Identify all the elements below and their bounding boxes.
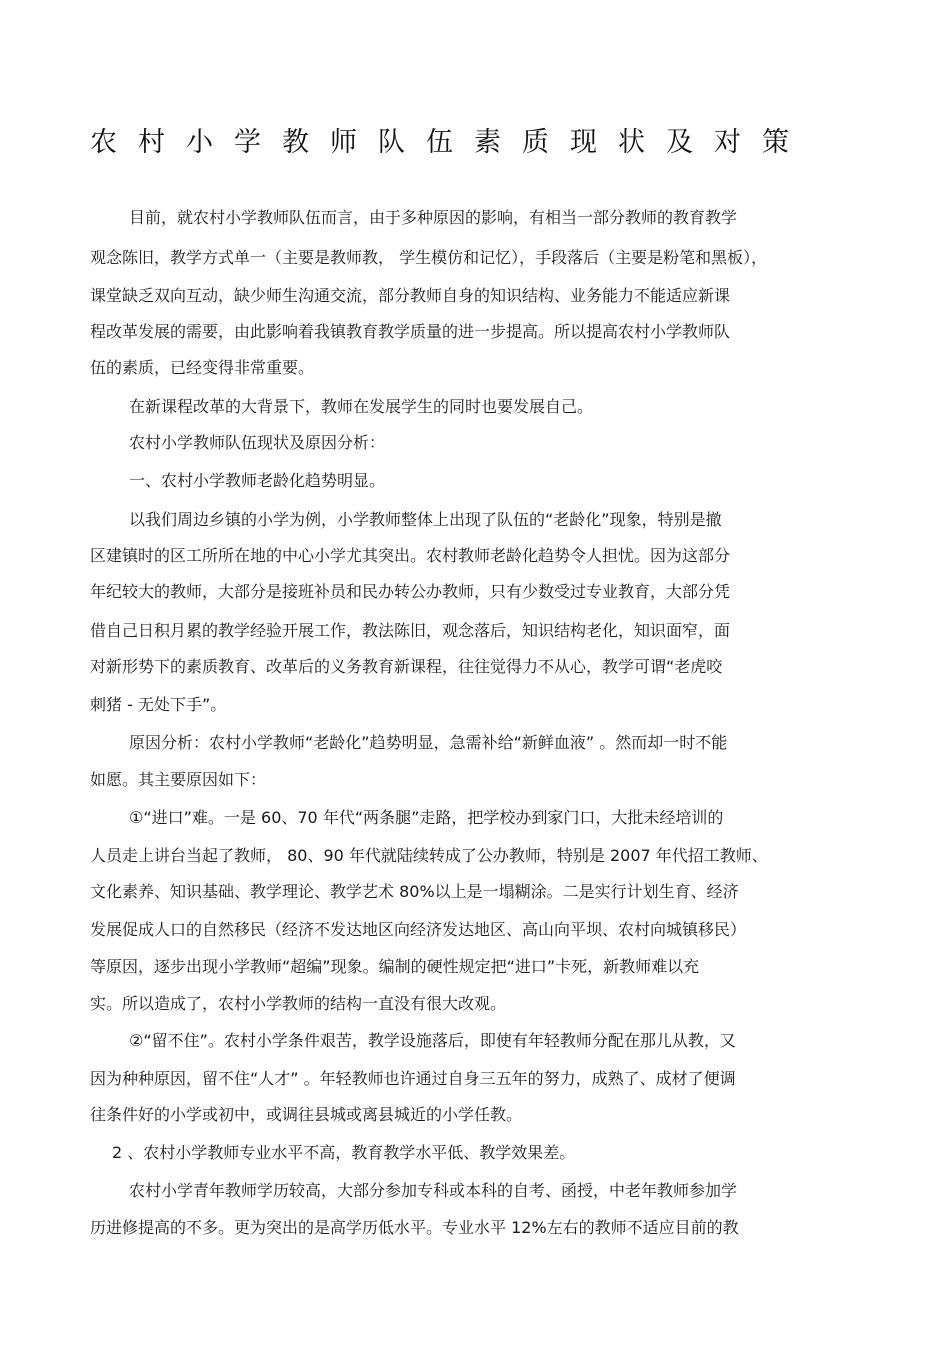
paragraph-line: 如愿。其主要原因如下： <box>90 770 267 789</box>
paragraph-line: 发展促成人口的自然移民（经济不发达地区向经济发达地区、高山向平坝、农村向城镇移民） <box>90 920 747 939</box>
paragraph-line: 区建镇时的区工所所在地的中心小学尤其突出。农村教师老龄化趋势令人担忧。因为这部分 <box>90 546 731 565</box>
paragraph-line: 目前，就农村小学教师队伍而言，由于多种原因的影响，有相当一部分教师的教育教学 <box>129 208 738 227</box>
paragraph-line: 往条件好的小学或初中，或调往县城或离县城近的小学任教。 <box>90 1105 523 1124</box>
section-heading: 2 、农村小学教师专业水平不高，教育教学水平低、教学效果差。 <box>112 1143 576 1162</box>
paragraph-line: 课堂缺乏双向互动，缺少师生沟通交流，部分教师自身的知识结构、业务能力不能适应新课 <box>90 286 731 305</box>
paragraph-line: 伍的素质，已经变得非常重要。 <box>90 358 315 377</box>
paragraph-line: 对新形势下的素质教育、改革后的义务教育新课程，往往觉得力不从心，教学可谓“老虎咬 <box>90 657 723 676</box>
paragraph-line: ②“留不住”。农村小学条件艰苦，教学设施落后，即使有年轻教师分配在那儿从教，又 <box>129 1031 736 1050</box>
paragraph-line: 人员走上讲台当起了教师， 80、90 年代就陆续转成了公办教师，特别是 2007 年代招工教师、 <box>90 846 768 865</box>
paragraph-line: 以我们周边乡镇的小学为例，小学教师整体上出现了队伍的“老龄化”现象，特别是撤 <box>129 510 722 529</box>
paragraph-line: 借自己日积月累的教学经验开展工作，教法陈旧，观念落后，知识结构老化，知识面窄，面 <box>90 621 731 640</box>
paragraph-line: 年纪较大的教师，大部分是接班补员和民办转公办教师，只有少数受过专业教育，大部分凭 <box>90 582 731 601</box>
section-heading: 一、农村小学教师老龄化趋势明显。 <box>129 471 386 490</box>
paragraph-line: 等原因，逐步出现小学教师“超编”现象。编制的硬性规定把“进口”卡死，新教师难以充 <box>90 957 700 976</box>
paragraph-line: 在新课程改革的大背景下，教师在发展学生的同时也要发展自己。 <box>129 397 594 416</box>
paragraph-line: 程改革发展的需要，由此影响着我镇教育教学质量的进一步提高。所以提高农村小学教师队 <box>90 322 731 341</box>
paragraph-line: 因为种种原因，留不住“人才” 。年轻教师也许通过自身三五年的努力，成熟了、成材了便调 <box>90 1069 736 1088</box>
paragraph-line: ①“进口”难。一是 60、70 年代“两条腿”走路，把学校办到家门口，大批未经培训的 <box>129 808 724 827</box>
document-title: 农村小学教师队伍素质现状及对策 <box>90 127 810 158</box>
paragraph-line: 文化素养、知识基础、教学理论、教学艺术 80%以上是一塌糊涂。二是实行计划生育、经济 <box>90 882 739 901</box>
section-heading: 农村小学教师队伍现状及原因分析： <box>129 433 386 452</box>
paragraph-line: 刺猪 - 无处下手”。 <box>90 695 227 714</box>
paragraph-line: 原因分析：农村小学教师“老龄化”趋势明显，急需补给“新鲜血液” 。然而却一时不能 <box>129 733 728 752</box>
paragraph-line: 观念陈旧，教学方式单一（主要是教师教， 学生模仿和记忆），手段落后（主要是粉笔和黑板）， <box>90 248 768 267</box>
paragraph-line: 历进修提高的不多。更为突出的是高学历低水平。专业水平 12%左右的教师不适应目前的教 <box>90 1218 739 1237</box>
paragraph-line: 农村小学青年教师学历较高，大部分参加专科或本科的自考、函授，中老年教师参加学 <box>129 1181 738 1200</box>
paragraph-line: 实。所以造成了，农村小学教师的结构一直没有很大改观。 <box>90 994 507 1013</box>
